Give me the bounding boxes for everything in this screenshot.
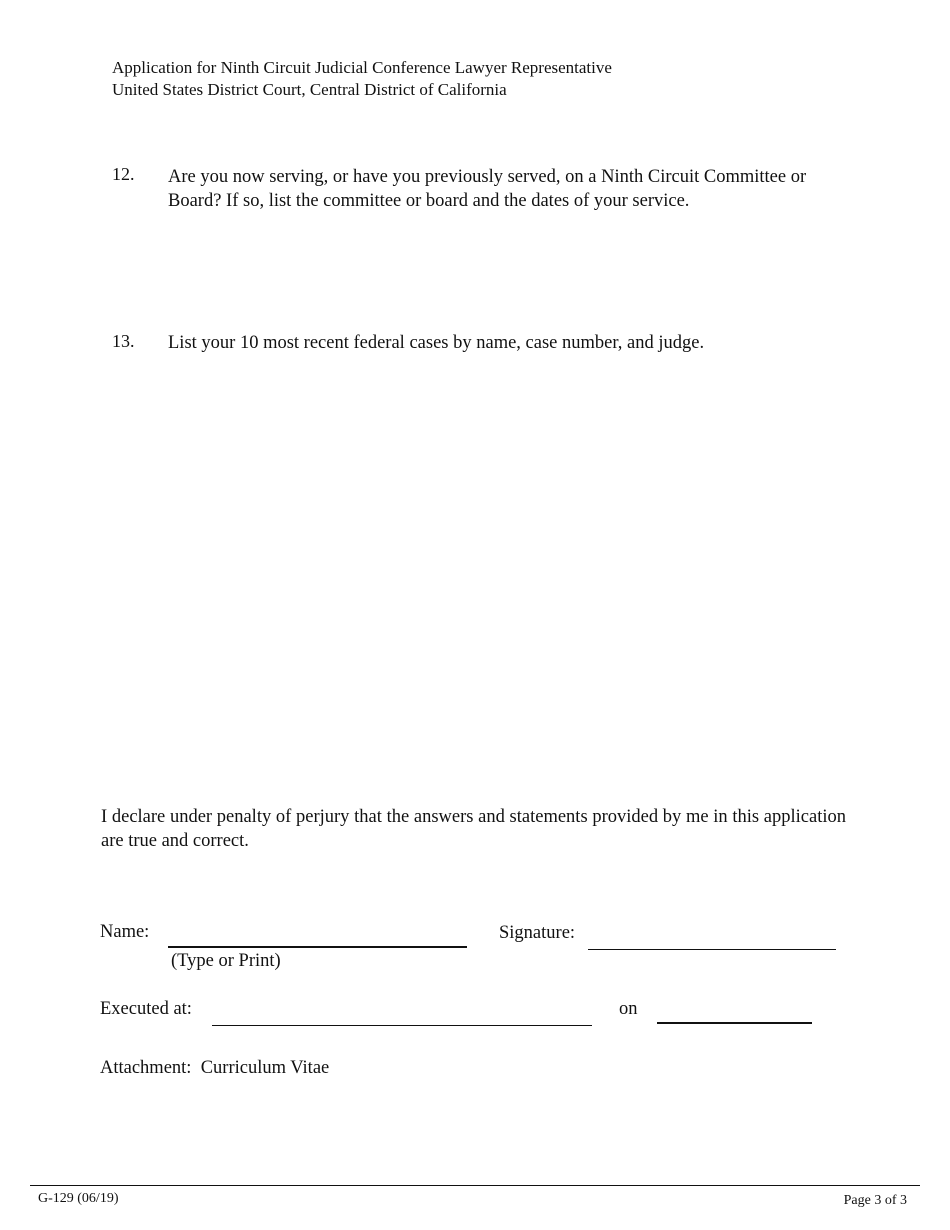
executed-at-label: Executed at: xyxy=(100,999,192,1019)
question-12-number: 12. xyxy=(112,164,135,184)
question-13-number: 13. xyxy=(112,331,135,351)
name-label: Name: xyxy=(100,922,150,942)
name-input-line[interactable] xyxy=(168,946,467,948)
form-id: G-129 (06/19) xyxy=(38,1191,119,1206)
attachment-label-text: Attachment: xyxy=(100,1058,192,1078)
footer-divider xyxy=(30,1185,920,1186)
question-12-text: Are you now serving, or have you previously served, on a Ninth Circuit Committee or Board? If so, list the committee or board and the dates of your service. xyxy=(168,167,807,211)
attachment-label xyxy=(100,1058,329,1079)
executed-at-input-line[interactable] xyxy=(212,1025,592,1026)
question-13-text: List your 10 most recent federal cases by name, case number, and judge. xyxy=(168,333,705,353)
header-title-line-2: United States District Court, Central District of California xyxy=(112,80,507,99)
signature-input-line[interactable] xyxy=(588,949,836,950)
attachment-value: Curriculum Vitae xyxy=(200,1058,330,1078)
signature-label: Signature: xyxy=(499,923,576,943)
page-number: Page 3 of 3 xyxy=(843,1193,907,1208)
on-label: on xyxy=(619,999,638,1019)
name-hint: (Type or Print) xyxy=(171,951,281,971)
header-title-line-1: Application for Ninth Circuit Judicial Conference Lawyer Representative xyxy=(112,58,612,77)
date-input-line[interactable] xyxy=(657,1022,812,1024)
declaration-text: I declare under penalty of perjury that the answers and statements provided by me in this application are true and correct. xyxy=(101,807,846,851)
